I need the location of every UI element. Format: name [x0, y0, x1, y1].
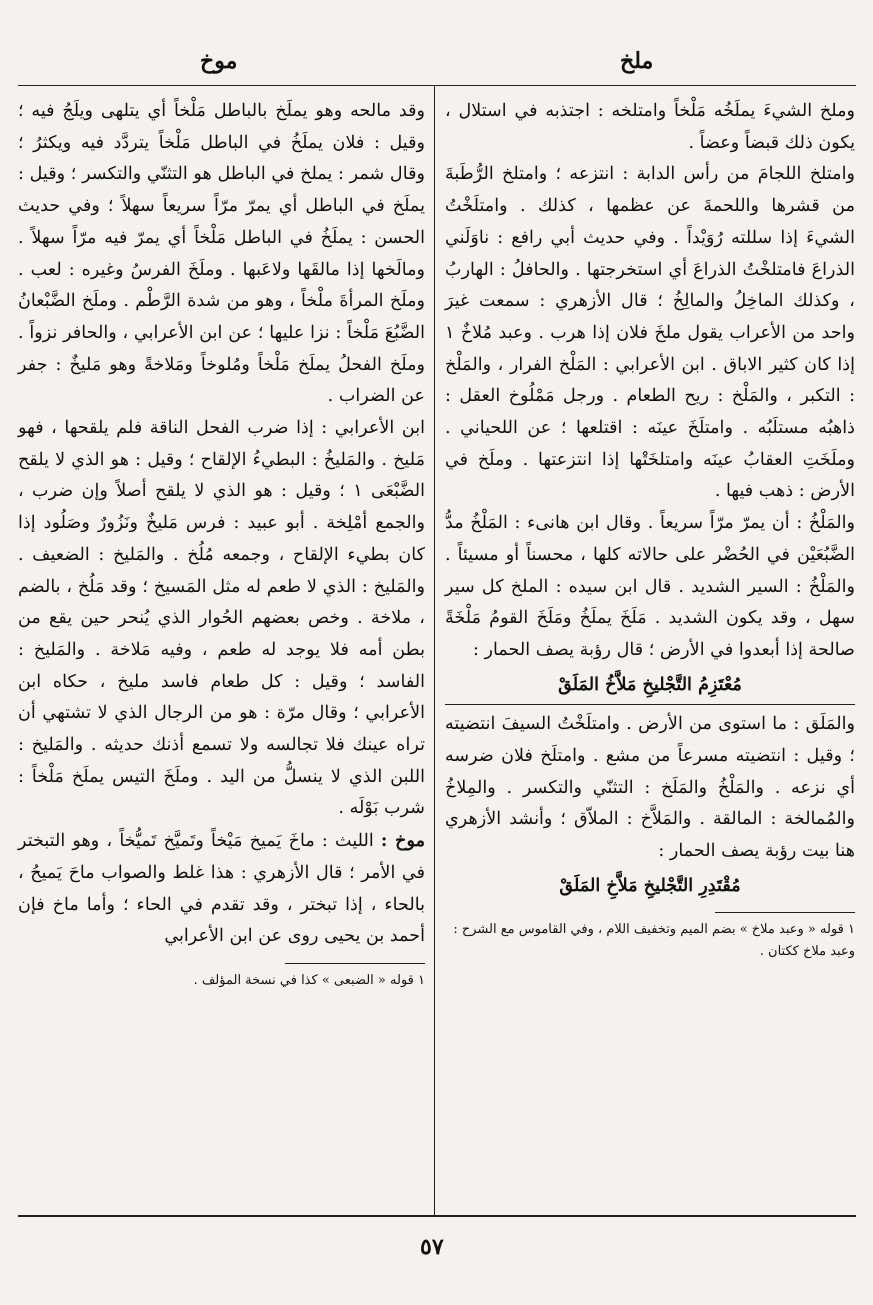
footnote: ١ قوله « الضبعى » كذا في نسخة المؤلف . — [193, 972, 425, 988]
page-number: ٥٧ — [420, 1234, 444, 1260]
paragraph: وملخ الشيءَ يملَخُه مَلْخاً وامتلخه : اجتذبه في استلال ، يكون ذلك قبضاً وعضاً . — [445, 101, 855, 153]
top-rule — [18, 85, 856, 86]
entry-headword: موخ : — [380, 830, 426, 852]
bottom-rule — [18, 1215, 856, 1217]
column-divider — [434, 86, 435, 1216]
footnote-rule — [285, 963, 425, 964]
left-column — [18, 96, 425, 992]
verse-line: مُعْتَزِمُ التَّجْليخِ مَلاَّخُ المَلَقْ — [558, 673, 742, 695]
verse-line: مُقْتَدِرِ التَّجْليخِ مَلاَّخِ المَلَقْ — [559, 874, 741, 896]
verse-rule — [445, 704, 855, 705]
footnote-rule — [715, 912, 855, 913]
paragraph: وقد مالحه وهو يملَخ بالباطل مَلْخاً أي يتلهى ويلَجُ فيه ؛ وقيل : فلان يملَخُ في الباطل مَلْخاً يتردَّد فيه ويكثرُ ؛ وقال شمر : يملخ في الباطل هو التثنّي والتكسر ؛ وقيل : يملَخ في الباطل أي يمرّ مرّاً سريعاً سهلاً ؛ وفي حديث الحسن : يملَخُ في الباطل مَلْخاً أي يمرّ فيه مرّاً سهلاً . ومالَخها إذا مالقَها ولاعَبها . وملَخَ الفرسُ وغيره : لعب . وملَخ المرأةَ ملْخاً ، وهو من شدة الرَّطْم . وملَخ الضَّبْعانُ الضَّبُعَ مَلْخاً : نزا عليها ؛ عن ابن الأعرابي ، والحافر نزواً . وملَخ الفحلُ يملَخ مَلْخاً ومُلوخاً ومَلاخةً وهو مَليخٌ : جفر عن الضراب . — [18, 101, 425, 407]
paragraph: والمَلْخُ : أن يمرّ مرّاً سريعاً . وقال ابن هانىء : المَلْخُ مدُّ الضَّبُعَيْن في الحُضْر على حالاته كلها ، محسناً أو مسيئاً . والمَلْخُ : السير الشديد . قال ابن سيده : الملخ كل سير سهل ، وقد يكون الشديد . مَلَخَ يملَخُ ومَلَخَ القومُ مَلْخَةً صالحة إذا أبعدوا في الأرض ؛ قال رؤبة يصف الحمار : — [445, 513, 855, 660]
header-left-title: موخ — [200, 48, 238, 74]
paragraph: والمَلَق : ما استوى من الأرض . وامتلَخْتُ السيفَ انتضيته ؛ وقيل : انتضيته مسرعاً من مشع . وامتلَخ فلان ضرسه أي نزعه . والمَلْخُ والمَلَخ : التثنّي والتكسر . والمِلاخُ والمُمالخة : المالقة . والمَلاَّخ : الملاّق ؛ وأنشد الأزهري هنا بيت رؤبة يصف الحمار : — [445, 714, 855, 862]
header-right-title: ملخ — [620, 48, 654, 74]
footnote: ١ قوله « وعبد ملاخ » بضم الميم وتخفيف اللام ، وفي القاموس مع الشرح : وعبد ملاخ ككتان . — [453, 921, 855, 959]
entry-paragraph — [18, 825, 425, 953]
entry-text: الليث : ماخَ يَميخ مَيْخاً وتَميَّخ تَميُّخاً ، وهو التبختر في الأمر ؛ قال الأزهري : هذا غلط والصواب ماحَ يَميحُ ، بالحاء ، إذا تبختر ، وقد تقدم في الحاء ؛ وأما ماخ فإن أحمد بن يحيى روى عن ابن الأعرابي — [18, 831, 425, 947]
right-column — [445, 96, 855, 963]
paragraph: ابن الأعرابي : إذا ضرب الفحل الناقة فلم يلقحها ، فهو مَليخ . والمَليخُ : البطيءُ الإلقاح ؛ وقيل : هو الذي لا يلقح الضَّبْعَى ١ ؛ وقيل : هو الذي لا يلقح أصلاً وإن ضرب ، والجمع أمْلِخة . أبو عبيد : فرس مَليخٌ ونَزُورٌ وصَلُود إذا كان بطيء الإلقاح ، وجمعه مُلُخ . والمَليخ : الضعيف . والمَليخ : الذي لا طعم له مثل المَسيخ ؛ وقد مَلُخ ، بالضم ، ملاخة . وخص بعضهم الحُوار الذي يُنحر حين يقع من بطن أمه فلا يوجد له طعم ، وفيه مَلاخة . والمَليخ : الفاسد ؛ وقيل : كل طعام فاسد مليخ ، حكاه ابن الأعرابي ؛ وقال مرّة : هو من الرجال الذي لا تشتهي أن تراه عينك فلا تجالسه ولا تسمع أذنك حديثه . والمَليخ : اللبن الذي لا ينسلُّ من اليد . وملَخَ التيس يملَخ مَلْخاً : شرب بَوْلَه . — [18, 418, 426, 819]
paragraph: وامتلخ اللجامَ من رأس الدابة : انتزعه ؛ وامتلخ الرُّطَبةَ من قشرها واللحمةَ عن عظمها ، كذلك . وامتلَخْتُ الشيءَ إذا سللته رُوَيْداً . وفي حديث أبي رافع : ناوَلَني الذراعَ فامتلخْتُ الذراعَ أي استخرجتها . والحافلُ : الهاربُ ، وكذلك الماخِلُ والمالِخُ ؛ قال الأزهري : سمعت غيرَ واحد من الأعراب يقول ملخَ فلان إذا هرب . وعبد مُلاخٌ ١ إذا كان كثير الاباق . ابن الأعرابي : المَلْخ الفرار ، والمَلْخ : التكبر ، والمَلْخ : ريح الطعام . ورجل مَمْلُوخ العقل : ذاهبُه مستلَبُه . وامتلَخَ عينَه : اقتلعها ؛ عن اللحياني . وملَخَتِ العقابُ عينَه وامتلخَتْها إذا انتزعتها . وملَخ في الأرض : ذهب فيها . — [445, 164, 855, 502]
